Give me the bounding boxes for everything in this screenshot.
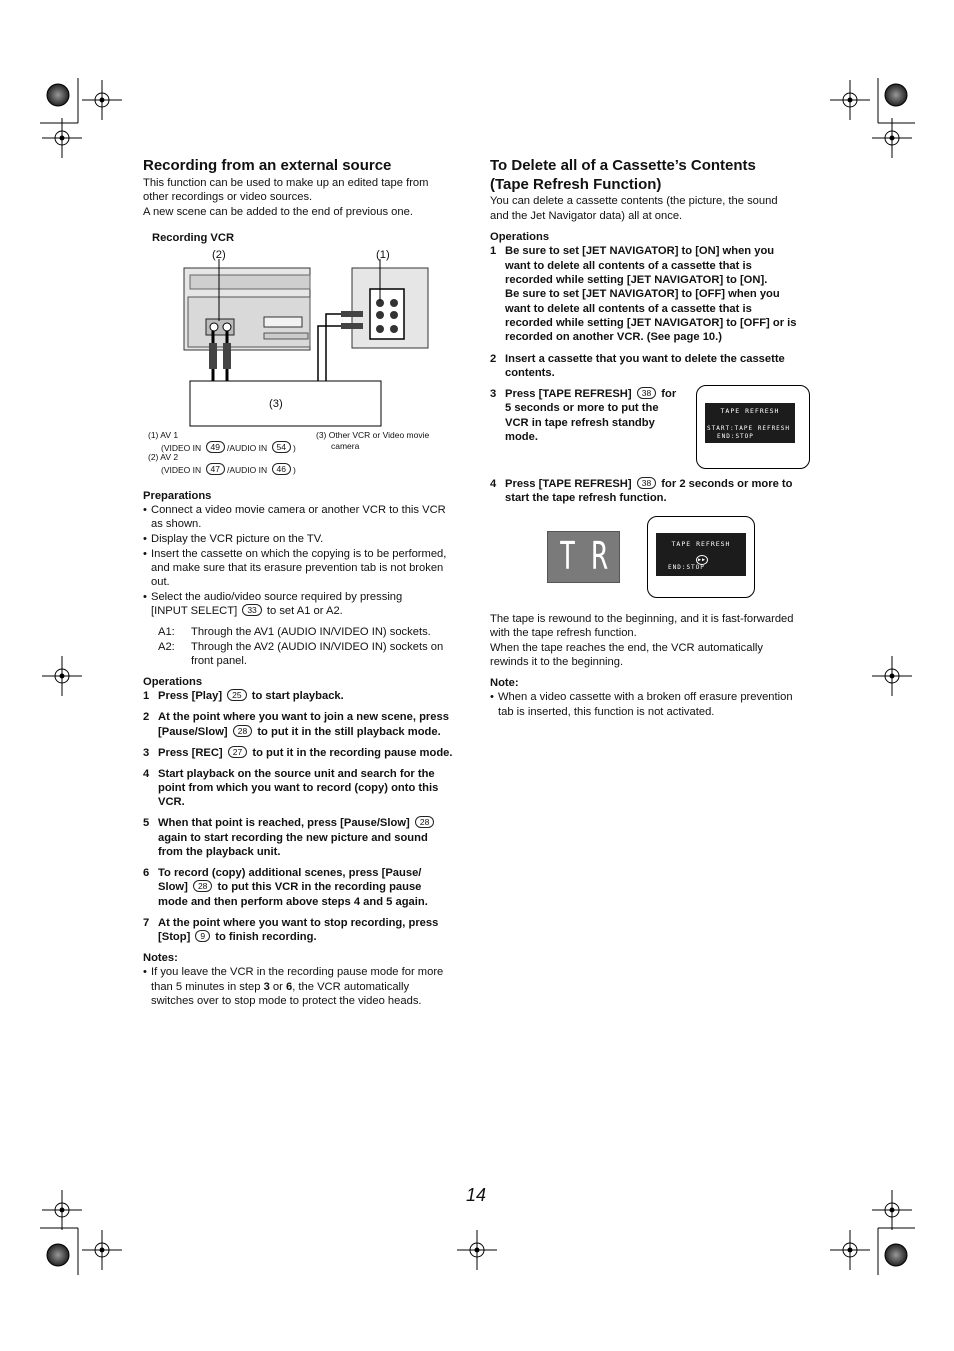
body-line: with the tape refresh function. bbox=[490, 627, 637, 639]
page-ref: 54 bbox=[272, 441, 291, 453]
osd-standby bbox=[705, 403, 795, 443]
vcr-display bbox=[547, 531, 620, 583]
intro-line: other recordings or video sources. bbox=[143, 191, 313, 203]
osd-line: END:STOP bbox=[668, 564, 705, 571]
notes-title: Notes: bbox=[143, 952, 178, 964]
page-ref: 38 bbox=[637, 477, 656, 489]
preparations-title: Preparations bbox=[143, 490, 212, 502]
diagram-label-1: (1) bbox=[376, 249, 390, 261]
a1-key: A1: bbox=[158, 626, 175, 638]
page-number: 14 bbox=[466, 1185, 487, 1205]
section-heading-external-source: Recording from an external source bbox=[143, 157, 392, 174]
body-line: The tape is rewound to the beginning, and it is fast-forwarded bbox=[490, 613, 794, 625]
body-line: rewinds it to the beginning. bbox=[490, 656, 624, 668]
diagram-title: Recording VCR bbox=[152, 232, 235, 244]
osd-line: END:STOP bbox=[717, 433, 754, 440]
intro-line: A new scene can be added to the end of previous one. bbox=[143, 206, 413, 218]
legend-av1-detail: (VIDEO IN 49 /AUDIO IN 54 ) bbox=[161, 442, 296, 453]
page-ref: 28 bbox=[415, 816, 434, 828]
osd-refresh bbox=[656, 533, 746, 576]
page-ref: 25 bbox=[227, 689, 246, 701]
connection-diagram bbox=[140, 245, 440, 430]
page-ref: 49 bbox=[206, 441, 225, 453]
a1-value: Through the AV1 (AUDIO IN/VIDEO IN) sockets. bbox=[191, 626, 431, 638]
page-ref: 9 bbox=[195, 930, 210, 942]
page-ref: 47 bbox=[206, 463, 225, 475]
body-line: When the tape reaches the end, the VCR automatically bbox=[490, 642, 764, 654]
page-ref: 27 bbox=[228, 746, 247, 758]
legend-source: (3) Other VCR or Video movie bbox=[316, 430, 430, 440]
operations-title: Operations bbox=[143, 676, 203, 688]
osd-line: START:TAPE REFRESH bbox=[707, 425, 791, 432]
intro-line: This function can be used to make up an edited tape from bbox=[143, 177, 429, 189]
legend-av2-detail: (VIDEO IN 47 /AUDIO IN 46 ) bbox=[161, 464, 296, 475]
diagram-label-3: (3) bbox=[269, 398, 283, 410]
intro-line: and the Jet Navigator data) all at once. bbox=[490, 210, 683, 222]
section-heading-tape-refresh: To Delete all of a Cassette’s Contents bbox=[490, 157, 756, 174]
operations-title: Operations bbox=[490, 231, 550, 243]
intro-line: You can delete a cassette contents (the picture, the sound bbox=[490, 195, 778, 207]
legend-av1: (1) AV 1 bbox=[148, 430, 179, 440]
page-ref: 46 bbox=[272, 463, 291, 475]
page-ref: 28 bbox=[233, 725, 252, 737]
note-title: Note: bbox=[490, 677, 519, 689]
page-ref: 33 bbox=[242, 604, 261, 616]
legend-source-2: camera bbox=[331, 441, 360, 451]
a2-value: Through the AV2 (AUDIO IN/VIDEO IN) sockets on bbox=[191, 641, 444, 653]
section-heading-tape-refresh-2: (Tape Refresh Function) bbox=[490, 176, 662, 193]
a2-value-cont: front panel. bbox=[191, 655, 247, 667]
osd-title: TAPE REFRESH bbox=[720, 407, 780, 415]
osd-title: TAPE REFRESH bbox=[671, 540, 731, 548]
a2-key: A2: bbox=[158, 641, 175, 653]
display-text: T R bbox=[559, 534, 608, 578]
page-ref: 28 bbox=[193, 880, 212, 892]
legend-av2: (2) AV 2 bbox=[148, 452, 179, 462]
page-ref: 38 bbox=[637, 387, 656, 399]
fast-forward-icon: ▶▶ bbox=[697, 557, 707, 563]
diagram-label-2: (2) bbox=[212, 249, 226, 261]
